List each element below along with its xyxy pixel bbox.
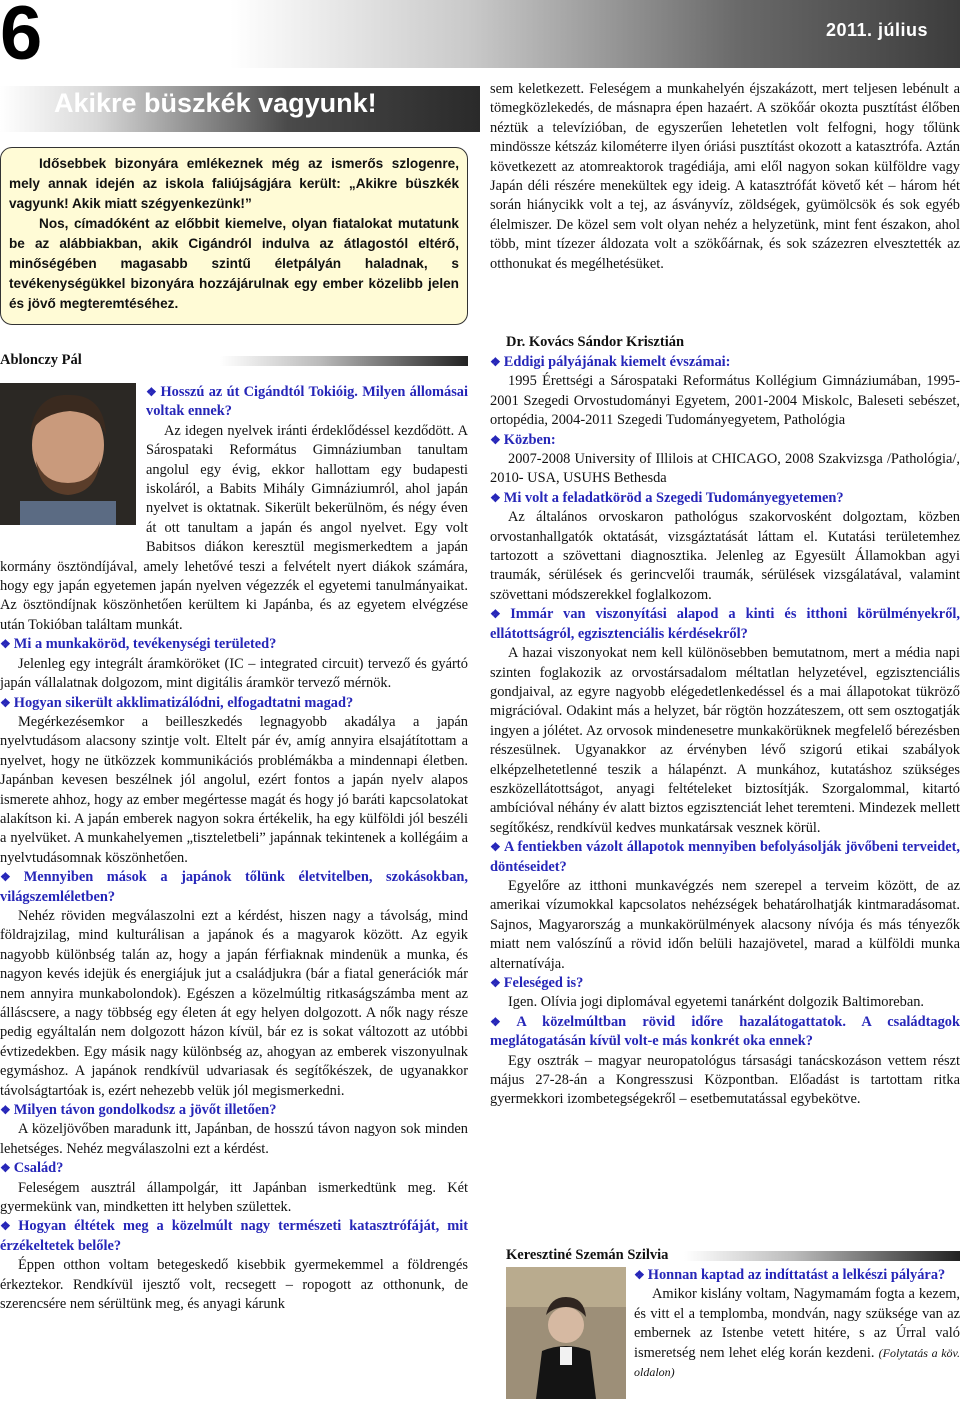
issue-date: 2011. július <box>825 20 928 40</box>
photo-float-space <box>0 383 146 541</box>
question: ❖ Immár van viszonyítási alapod a kinti és itthoni körülményekről, ellátottságról, egzisztenciális kérdésekről? <box>490 606 960 642</box>
kereszti-name: Keresztiné Szemán Szilvia <box>506 1247 669 1264</box>
diamond-icon: ❖ <box>490 1014 514 1029</box>
diamond-icon: ❖ <box>490 976 501 990</box>
diamond-icon: ❖ <box>490 355 501 369</box>
intro-box <box>0 147 468 325</box>
answer-paragraph: 2007-2008 University of Illilois at CHICAGO, 2008 Szakvizsga /Pathológia/, 2010- USA, USUHS Bethesda <box>490 451 960 487</box>
answer-paragraph: Az idegen nyelvek iránti érdeklődéssel kezdődött. A Sárospataki Református Gimnáziumban tanultam angolul egy évig, ekkor hallottam egy budapesti iskoláról, a Babits Mihály Gimnáziumról, ahol japán nyelvet is oktatnak. Sikerült bekerülnöm, és négy éven át ott tanultam a japán és angol nyelvet. Egy volt Babitsos diákon keresztül megismerkedtem a japán kormány ösztöndíjával, amely lehetővé teszi a felvételt nyert diákok számára, hogy egy japán egyetemen japán nyelven végezzék el egyetemi tanulmányaikat. Az ösztöndíjnak köszönhetően kerültem ki Japánba, és az egyetem elvégzése után Tokióban találtam munkát. <box>0 422 468 633</box>
answer-paragraph: Az általános orvoskaron pathológus szakorvosként dolgoztam, közben orvostanhallgatók oktatását, vizsgáztatását láttam el. Kutatási területemhez tartozott a szövettani diagnosztika. Jelenleg az Egyesült Államokban agyi traumák, sérülések és gerincvelői traumák, sérülések vizsgálatával, valamint szövettani módszerekkel foglalkozom. <box>490 509 960 603</box>
question: ❖ Mi volt a feladatköröd a Szegedi Tudományegyetemen? <box>490 489 844 506</box>
question: ❖ Mi a munkaköröd, tevékenységi területed? <box>0 636 277 653</box>
question: ❖ A közelmúltban rövid időre hazalátogattatok. A családtagok meglátogatásán kívül volt-e más konkrét oka ennek? <box>490 1013 960 1050</box>
diamond-icon: ❖ <box>0 870 21 885</box>
intro-paragraph-2: Nos, címadóként az előbbit kiemelve, olyan fiatalokat mutatunk be az alábbiakban, akik Cigándról indulva az átlagostól eltérő, minőségében magasabb szintű életpályán haladnak, s tevékenységükkel bizonyára hozzájárulnak egy ember közelibb jelen és jövő megteremtéséhez. <box>9 216 459 311</box>
diamond-icon: ❖ <box>490 607 508 622</box>
question: ❖ A fentiekben vázolt állapotok mennyiben befolyásolják jövőbeni terveidet, döntéseidet? <box>490 839 960 875</box>
question: ❖ Család? <box>0 1160 64 1177</box>
answer-paragraph: Egyelőre az itthoni munkavégzés nem szerepel a terveim között, de az amerikai vízumokkal kapcsolatos nehézségek behatárolhatják kintmaradásomat. Sajnos, Magyarország a munkakörülmények alacsony nívója és más tényezők miatt nem valószínű a rövid időn belüli hazajövetel, marad a külföldi munka alternatívája. <box>490 877 960 972</box>
question: ❖ Honnan kaptad az indíttatást a lelkészi pályára? <box>634 1267 946 1283</box>
answer-paragraph: Feleségem ausztrál állampolgár, itt Japánban ismerkedtünk meg. Két gyermekünk van, mindketten itt helyben születtek. <box>0 1179 468 1216</box>
diamond-icon: ❖ <box>490 432 501 447</box>
question: ❖ Feleséged is? <box>490 975 584 991</box>
answer-paragraph: Igen. Olívia jogi diplomával egyetemi tanárként dolgozik Baltimoreban. <box>508 994 925 1011</box>
page-header <box>0 0 960 76</box>
kovacs-name: Dr. Kovács Sándor Krisztián <box>506 334 685 351</box>
diamond-icon: ❖ <box>0 1161 11 1176</box>
answer-paragraph: Amikor kislány voltam, Nagymamám fogta a kezem, és vitt el a templomba, mondván, nagy szüksége van az embernek az Istenbe vetett hitére, s az Úrral való ismeretség nem lehet elég korán kezdeni. (Folytatás a köv. oldalon) <box>634 1286 960 1380</box>
diamond-icon: ❖ <box>0 637 11 652</box>
answer-paragraph: Nehéz röviden megválaszolni ezt a kérdést, hiszen nagy a távolság, mind földrajzilag, mind kulturálisan a japánok és a magyarok között. Az egyik nagyobb különbség talán az, hogy a japán férfiaknak mindenük a munka, és nagyon kevés idejük és energiájuk jut a családjukra (bár a fiatal generációk már nem annyira munkabolondok). Egészen a közelmúltig ritkaságszámba ment az álláscsere, a nagy többség egy életen át egy helyen dolgozott. A nők nagy része pedig egyáltalán nem dolgozott házon kívül, bár ez is sokat változott az utóbbi évtizedekben. Egy másik nagy különbség az, ahogyan az emberek viszonyulnak egymáshoz. A japánok rendkívül udvariasak és segítőkészek, de ugyanakkor távolságtartóak is, ezért nehezebb velük jól megismerkedni. <box>0 907 468 1099</box>
answer-paragraph-continued: Éppen otthon voltam betegeskedő kisebbik gyermekemmel a földrengés érkeztekor. Rendkívül ijesztő volt, recsegett – ropogott az otthonunk, de szerencsére nem sérültünk meg, és anyagi kárunk <box>0 1257 468 1313</box>
kovacs-section <box>490 333 960 1110</box>
intro-paragraph-1: Idősebbek bizonyára emlékeznek még az ismerős szlogenre, mely annak idején az iskola faliújságjára került: „Akikre büszkék vagyunk! Akik miatt szégyenkezünk!” <box>9 156 459 211</box>
article-title: Akikre büszkék vagyunk! <box>54 88 377 118</box>
diamond-icon: ❖ <box>0 1103 11 1118</box>
diamond-icon: ❖ <box>0 695 11 710</box>
question: ❖ Közben: <box>490 431 556 448</box>
page-number: 6 <box>0 0 43 76</box>
answer-paragraph: Egy osztrák – magyar neuropatológus társasági tanácskozáson vettem részt május 27-28-án a Kongresszusi Központban. Előadást is tartottam ritka gyermekkori izombetegségekről – esetbemutatással egybekötve. <box>490 1052 960 1108</box>
diamond-icon: ❖ <box>490 490 501 505</box>
question: ❖ Milyen távon gondolkodsz a jövőt illetően? <box>0 1102 277 1119</box>
ablonczy-section <box>0 350 468 1315</box>
diamond-icon: ❖ <box>146 385 158 399</box>
answer-paragraph: 1995 Érettségi a Sárospataki Református Kollégium Gimnáziumában, 1995-2001 Szegedi Orvostudományi Egyetem, 2001-2004 Miskolc, Baleseti sebészet, ortopédia, 2004-2011 Szegedi Tudományegyetem, Pathológia <box>490 373 960 429</box>
diamond-icon: ❖ <box>490 840 502 855</box>
section-divider <box>684 1251 960 1261</box>
question: ❖ Hogyan éltétek meg a közelmúlt nagy természeti katasztrófáját, mit érzékeltetek belőle? <box>0 1218 468 1254</box>
continued-note: (Folytatás a köv. oldalon) <box>634 1345 960 1380</box>
diamond-icon: ❖ <box>634 1268 645 1282</box>
ablonczy-continuation <box>490 80 960 274</box>
ablonczy-name: Ablonczy Pál <box>0 352 82 369</box>
kereszti-section <box>506 1246 960 1400</box>
answer-paragraph: Megérkezésemkor a beilleszkedés legnagyobb akadálya a japán nyelvtudásom alacsony szintje volt. Eltelt pár év, amíg annyira elsajátítottam a nyelvet, hogy ne ütközzek kommunikációs problémákba a mindennapi életben. Japánban kevesen beszélnek jól angolul, ezért fontos a japán nyelv alapos ismerete ahhoz, hogy az ember megértesse magát és hogy jó baráti kapcsolatokat alakítson ki. A japán emberek nagyon sokra értékelik, ha egy külföldi jól beszéli a nyelvüket. A munkahelyemen „tiszteletbeli” japánnak tekintenek a kollégáim a nyelvtudásomnak köszönhetően. <box>0 713 468 866</box>
section-divider <box>220 356 468 366</box>
answer-paragraph-continued-2: sem keletkezett. Feleségem a munkahelyén éjszakázott, mert teljesen lebénult a tömegközlekedés, de másnapra épen hazaért. A szökőár okozta pusztítást élőben néztük a televízióban, de egyszerűen lehetetlen volt felfogni, hogy tőlünk mindössze kétszáz kilométerre ilyen óriási pusztítást okozott a katasztrófa. Aztán következett az atomreaktorok tragédiája, ami elől nagyon sokan külföldre vagy Japán déli részére menekültek egy ideig. A katasztrófát követő két – három hét során hiánycikk volt a tej, az ásványvíz, zöldségek, gyümölcsök és sok egyéb élelmiszer. De közel sem volt olyan nehéz a helyzetünk, mint fent északon, ahol több, mint tízezer áldozata volt a szökőárnak, és sok százezren elvesztették az otthonukat és megélhetésüket. <box>490 81 960 272</box>
answer-paragraph: Jelenleg egy integrált áramköröket (IC – integrated circuit) tervező és gyártó japán vállalatnak dolgozom, mint digitális áramkör tervező mérnök. <box>0 655 468 692</box>
question: ❖ Hosszú az út Cigándtól Tokióig. Milyen állomásai voltak ennek? <box>146 384 468 420</box>
question: ❖ Eddigi pályájának kiemelt évszámai: <box>490 354 731 370</box>
question: ❖ Hogyan sikerült akklimatizálódni, elfogadtatni magad? <box>0 694 354 711</box>
answer-paragraph: A közeljövőben maradunk itt, Japánban, de hosszú távon nagyon sok minden lehetséges. Nehéz megválaszolni ezt a kérdést. <box>0 1121 468 1157</box>
diamond-icon: ❖ <box>0 1219 16 1234</box>
answer-paragraph: A hazai viszonyokat nem kell különösebben bemutatnom, mert a média napi szinten foglakozik az orvostársadalom méltatlan helyzetével, egzisztenciális gondjaival, az egyre nagyobb elégedetlenkedéssel és a mai állapotokat tükröző migrációval. Odakint más a helyzet, bár rögtön hozzáteszem, ott sem osztogatják ingyen a jólétet. Az orvosok mindenesetre munkakörüknek megfelelő bérezésben részesülnek. Ugyanakkor az érvényben lévő szigorú etikai szabályok elképzelhetetlenné teszik a hálapénzt. A munkához, kutatáshoz szükséges eszközellátottságot, anyagi feltételeket biztosítják. Szorgalommal, kitartó ambícióval néhány év alatt biztos egzisztenciát lehet teremteni. Mindezek mellett segítőkész, rendkívül kedves munkatársak vesznek körül. <box>490 645 960 836</box>
question: ❖ Mennyiben mások a japánok tőlünk életvitelben, szokásokban, világszemléletben? <box>0 869 468 905</box>
photo-float-space <box>506 1266 634 1400</box>
